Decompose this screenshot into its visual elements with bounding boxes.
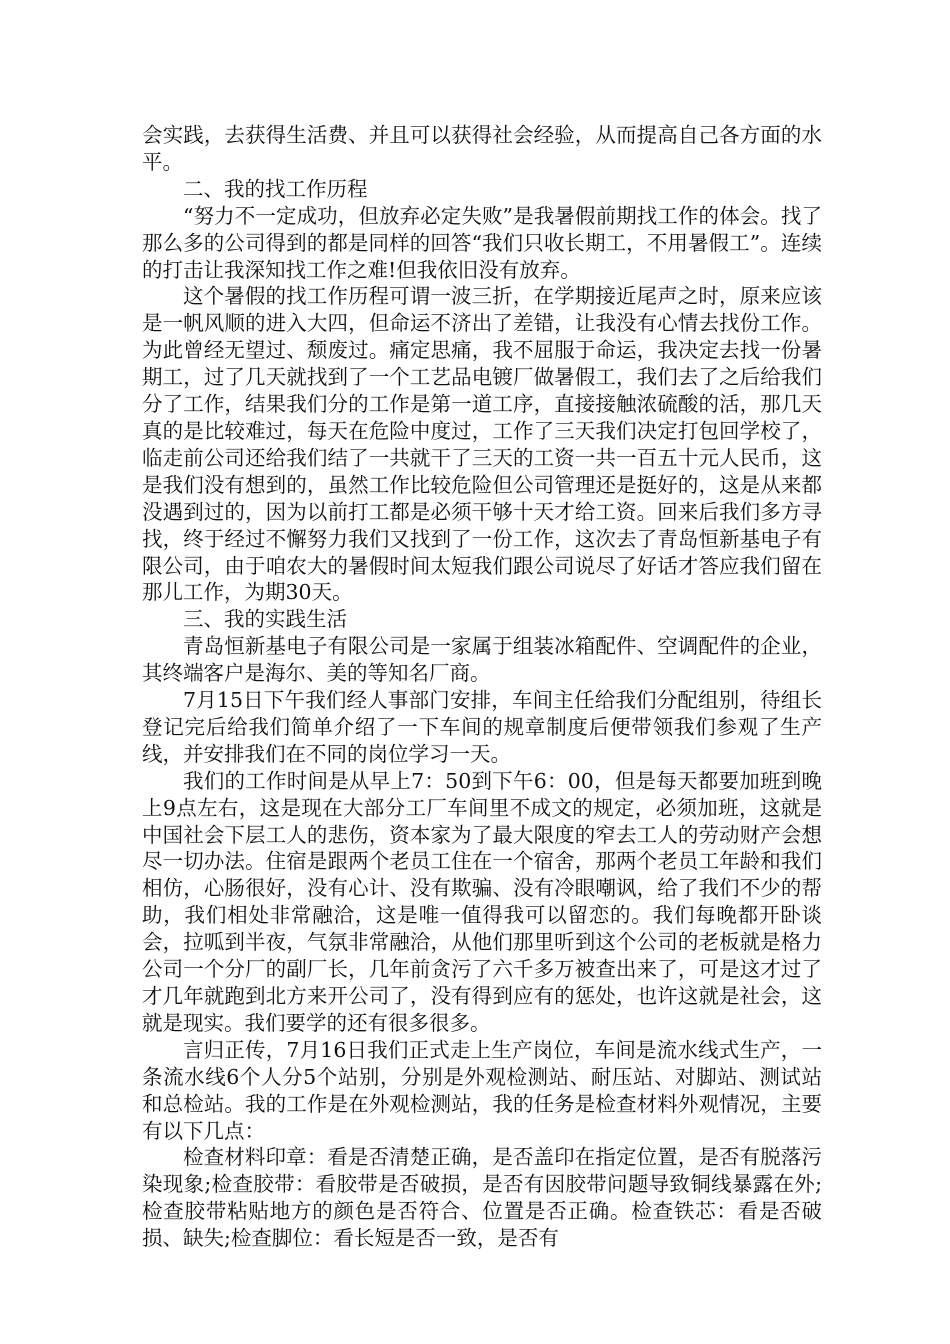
paragraph-job-search-story: 这个暑假的找工作历程可谓一波三折，在学期接近尾声之时，原来应该是一帆风顺的进入大四，但命运不济出了差错，让我没有心情去找份工作。为此曾经无望过、颓废过。痛定思痛，我不屈服于命运，我决定去找一份暑期工，过了几天就找到了一个工艺品电镀厂做暑假工，我们去了之后给我们分了工作，结果我们分的工作是第一道工序，直接接触浓硫酸的活，那几天真的是比较难过，每天在危险中度过，工作了三天我们决定打包回学校了，临走前公司还给我们结了一共就干了三天的工资一共一百五十元人民币，这是我们没有想到的，虽然工作比较危险但公司管理还是挺好的，这是从来都没遇到过的，因为以前打工都是必须干够十天才给工资。回来后我们多方寻找，终于经过不懈努力我们又找到了一份工作，这次去了青岛恒新基电子有限公司，由于咱农大的暑假时间太短我们跟公司说尽了好话才答应我们留在那儿工作，为期30天。	[142, 284, 822, 605]
document-body	[142, 122, 822, 1252]
section-heading-job-search: 二、我的找工作历程	[183, 176, 368, 201]
paragraph-inspection-tasks: 检查材料印章：看是否清楚正确，是否盖印在指定位置，是否有脱落污染现象;检查胶带：看胶带是否破损，是否有因胶带问题导致铜线暴露在外;检查胶带粘贴地方的颜色是否符合、位置是否正确。检查铁芯：看是否破损、缺失;检查脚位：看长短是否一致，是否有	[142, 1145, 822, 1251]
paragraph-job-search-quote: “努力不一定成功，但放弃必定失败”是我暑假前期找工作的体会。找了那么多的公司得到的都是同样的回答“我们只收长期工，不用暑假工”。连续的打击让我深知找工作之难!但我依旧没有放弃。	[142, 203, 822, 282]
paragraph-july-15: 7月15日下午我们经人事部门安排，车间主任给我们分配组别，待组长登记完后给我们简单介绍了一下车间的规章制度后便带领我们参观了生产线，并安排我们在不同的岗位学习一天。	[142, 688, 822, 766]
paragraph-work-hours: 我们的工作时间是从早上7：50到下午6：00，但是每天都要加班到晚上9点左右，这是现在大部分工厂车间里不成文的规定，必须加班，这就是中国社会下层工人的悲伤，资本家为了最大限度的窄去工人的劳动财产会想尽一切办法。住宿是跟两个老员工住在一个宿舍，那两个老员工年龄和我们相仿，心肠很好，没有心计、没有欺骗、没有冷眼嘲讽，给了我们不少的帮助，我们相处非常融洽，这是唯一值得我可以留恋的。我们每晚都开卧谈会，拉呱到半夜，气氛非常融洽，从他们那里听到这个公司的老板就是格力公司一个分厂的副厂长，几年前贪污了六千多万被查出来了，可是这才过了才几年就跑到北方来开公司了，没有得到应有的惩处，也许这就是社会，这就是现实。我们要学的还有很多很多。	[142, 768, 822, 1035]
section-heading-practice-life: 三、我的实践生活	[183, 607, 347, 632]
paragraph-july-16: 言归正传，7月16日我们正式走上生产岗位，车间是流水线式生产，一条流水线6个人分5个站别，分别是外观检测站、耐压站、对脚站、测试站和总检站。我的工作是在外观检测站，我的任务是检查材料外观情况，主要有以下几点：	[142, 1037, 822, 1143]
paragraph-continuation: 会实践，去获得生活费、并且可以获得社会经验，从而提高自己各方面的水平。	[142, 123, 822, 174]
paragraph-company-intro: 青岛恒新基电子有限公司是一家属于组装冰箱配件、空调配件的企业，其终端客户是海尔、美的等知名厂商。	[142, 634, 822, 686]
